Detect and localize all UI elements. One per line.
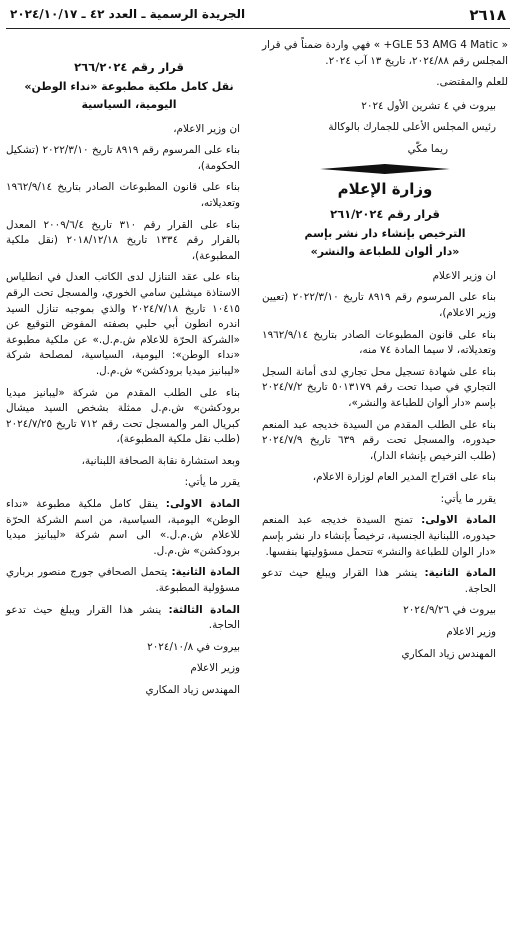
preamble-decree: بناء على المرسوم رقم ٨٩١٩ تاريخ ٢٠٢٢/٣/١٠ (تشكيل الحكومة)،	[6, 144, 241, 172]
article-2	[262, 566, 508, 597]
article-1-text: ينقل كامل ملكية مطبوعة «نداء الوطن» اليومية، السياسية، من اسم الشركة الحرّة للاعلام ش.م.ل.» الى اسم شركة «ليبانيز ميديا برودكشن» ش.م.ل.	[6, 498, 240, 557]
preamble-minister: ان وزير الاعلام،	[173, 122, 240, 135]
page-header	[6, 6, 510, 29]
article-1-label: المادة الاولى:	[421, 514, 496, 527]
signer-title: رئيس المجلس الأعلى للجمارك بالوكالة	[328, 121, 496, 134]
preamble-request: بناء على الطلب المقدم من السيدة خديجه عبد المنعم حيدوره، والمسجل تحت رقم ٦٣٩ تاريخ ٢٠٢٤/٧/٩ (طلب الترخيص بإنشاء الدار)،	[262, 418, 497, 462]
article-2-label: المادة الثانية:	[171, 566, 240, 579]
section-divider	[320, 164, 450, 174]
end-place-date: بيروت في ٢٠٢٤/٩/٢٦	[403, 604, 496, 617]
article-1-text: تمنح السيدة خديجه عبد المنعم حيدوره، اللبنانية الجنسية، ترخيصاً بإنشاء دار نشر بإسم «دار الوان للطباعة والنشر» تتحمل مسؤوليتها بنفسها.	[262, 514, 496, 558]
end-place-date: بيروت في ٢٠٢٤/١٠/٨	[147, 640, 240, 653]
decision-subject	[262, 225, 508, 261]
article-1	[262, 513, 508, 560]
preamble-minister: ان وزير الاعلام	[432, 269, 496, 282]
journal-issue-line: الجريدة الرسمية ـ العدد ٤٢ ـ ٢٠٢٤/١٠/١٧	[10, 7, 246, 21]
preamble-request: بناء على الطلب المقدم من شركة «ليبانيز ميديا برودكشن» ش.م.ل ممثلة بشخص السيد ميشال كبريال المر والمسجل تحت رقم ٧١٢ تاريخ ٢٠٢٤/٧/٢٥ (طلب نقل ملكية المطبوعة)،	[6, 386, 240, 446]
decision-subject-line-2: «دار ألوان للطباعة والنشر»	[310, 244, 460, 258]
for-information: للعلم والمقتضى.	[436, 76, 508, 89]
article-2	[6, 565, 252, 596]
preamble-law: بناء على قانون المطبوعات الصادر بتاريخ ١٩٦٢/٩/١٤ وتعديلاته، لا سيما المادة ٧٤ منه،	[262, 328, 496, 357]
decides-line: يقرر ما يأتي:	[184, 476, 240, 489]
preamble-transfer-contract: بناء على عقد التنازل لدى الكاتب العدل في انطلياس الاستاذة ميشلين سامي الخوري، والمسجل تحت الرقم ١٠٤١٥ تاريخ ٢٠٢٤/٧/١٨ والذي بموجبه تنازل السيد اندره انطون أبي حلبي بصفته المفوض التوقيع عن «الشركة الحرّة للاعلام ش.م.ل.» عن ملكية مطبوعة «نداء الوطن»: اليومية، السياسية، لمصلحة شركة «ليبانيز ميديا برودكشن» ش.م.ل.	[6, 271, 241, 377]
article-3-label: المادة الثالثة:	[168, 603, 240, 616]
preamble-registration: بناء على شهادة تسجيل محل تجاري لدى أمانة السجل التجاري في صيدا تحت رقم ٥٠١٣١٧٩ تاريخ ٢٠٢٤/٧/٢ بإسم «دار ألوان للطباعة والنشر»،	[262, 365, 497, 409]
preamble-proposal: بناء على اقتراح المدير العام لوزارة الاعلام،	[312, 471, 496, 484]
decides-line: يقرر ما يأتي:	[440, 492, 496, 505]
end-signer-title: وزير الاعلام	[446, 626, 496, 639]
ministry-heading: وزارة الإعلام	[337, 179, 433, 198]
continued-text: « GLE 53 AMG 4 Matic+ » فهي واردة ضمناً في قرار المجلس رقم ٢٠٢٤/٨٨، تاريخ ١٣ آب ٢٠٢٤.	[262, 39, 508, 67]
left-column	[6, 38, 252, 930]
end-signer-title: وزير الاعلام	[190, 662, 240, 675]
decision-subject-line-2: اليومية، السياسية	[81, 97, 177, 111]
article-1	[6, 497, 252, 559]
article-2-text: يتحمل الصحافي جورج منصور برباري مسؤولية المطبوعة.	[6, 566, 240, 595]
end-signer-name: المهندس زياد المكاري	[401, 647, 496, 660]
decision-subject-line-1: الترخيص بإنشاء دار نشر بإسم	[304, 226, 466, 240]
preamble-decision: بناء على القرار رقم ٣١٠ تاريخ ٢٠٠٩/٦/٤ المعدل بالقرار رقم ١٣٣٤ تاريخ ٢٠١٨/١٢/١٨ (نقل ملكية المطبوعة)،	[6, 218, 240, 262]
decision-subject-line-1: نقل كامل ملكية مطبوعة «نداء الوطن»	[24, 79, 234, 93]
preamble-law: بناء على قانون المطبوعات الصادر بتاريخ ١٩٦٢/٩/١٤ وتعديلاته،	[6, 181, 240, 209]
right-column	[262, 38, 508, 930]
page-number: ٢٦١٨	[469, 6, 506, 24]
article-3	[6, 603, 252, 634]
decision-title: قرار رقم ٢٦٦/٢٠٢٤	[74, 60, 184, 74]
preamble-consultation: وبعد استشارة نقابة الصحافة اللبنانية،	[81, 454, 240, 467]
article-3-text: ينشر هذا القرار ويبلغ حيث تدعو الحاجة.	[6, 603, 240, 632]
article-2-text: ينشر هذا القرار ويبلغ حيث تدعو الحاجة.	[262, 567, 496, 595]
end-signer-name: المهندس زياد المكاري	[145, 684, 240, 696]
place-date: بيروت في ٤ تشرين الأول ٢٠٢٤	[361, 99, 496, 112]
decision-title: قرار رقم ٢٦١/٢٠٢٤	[330, 207, 440, 222]
signer-name: ريما مكّي	[407, 142, 448, 155]
preamble-decree: بناء على المرسوم رقم ٨٩١٩ تاريخ ٢٠٢٢/٣/١٠ (تعيين وزير الاعلام)،	[262, 291, 496, 319]
article-2-label: المادة الثانية:	[424, 567, 496, 580]
article-1-label: المادة الاولى:	[165, 498, 240, 511]
decision-subject	[6, 78, 252, 114]
